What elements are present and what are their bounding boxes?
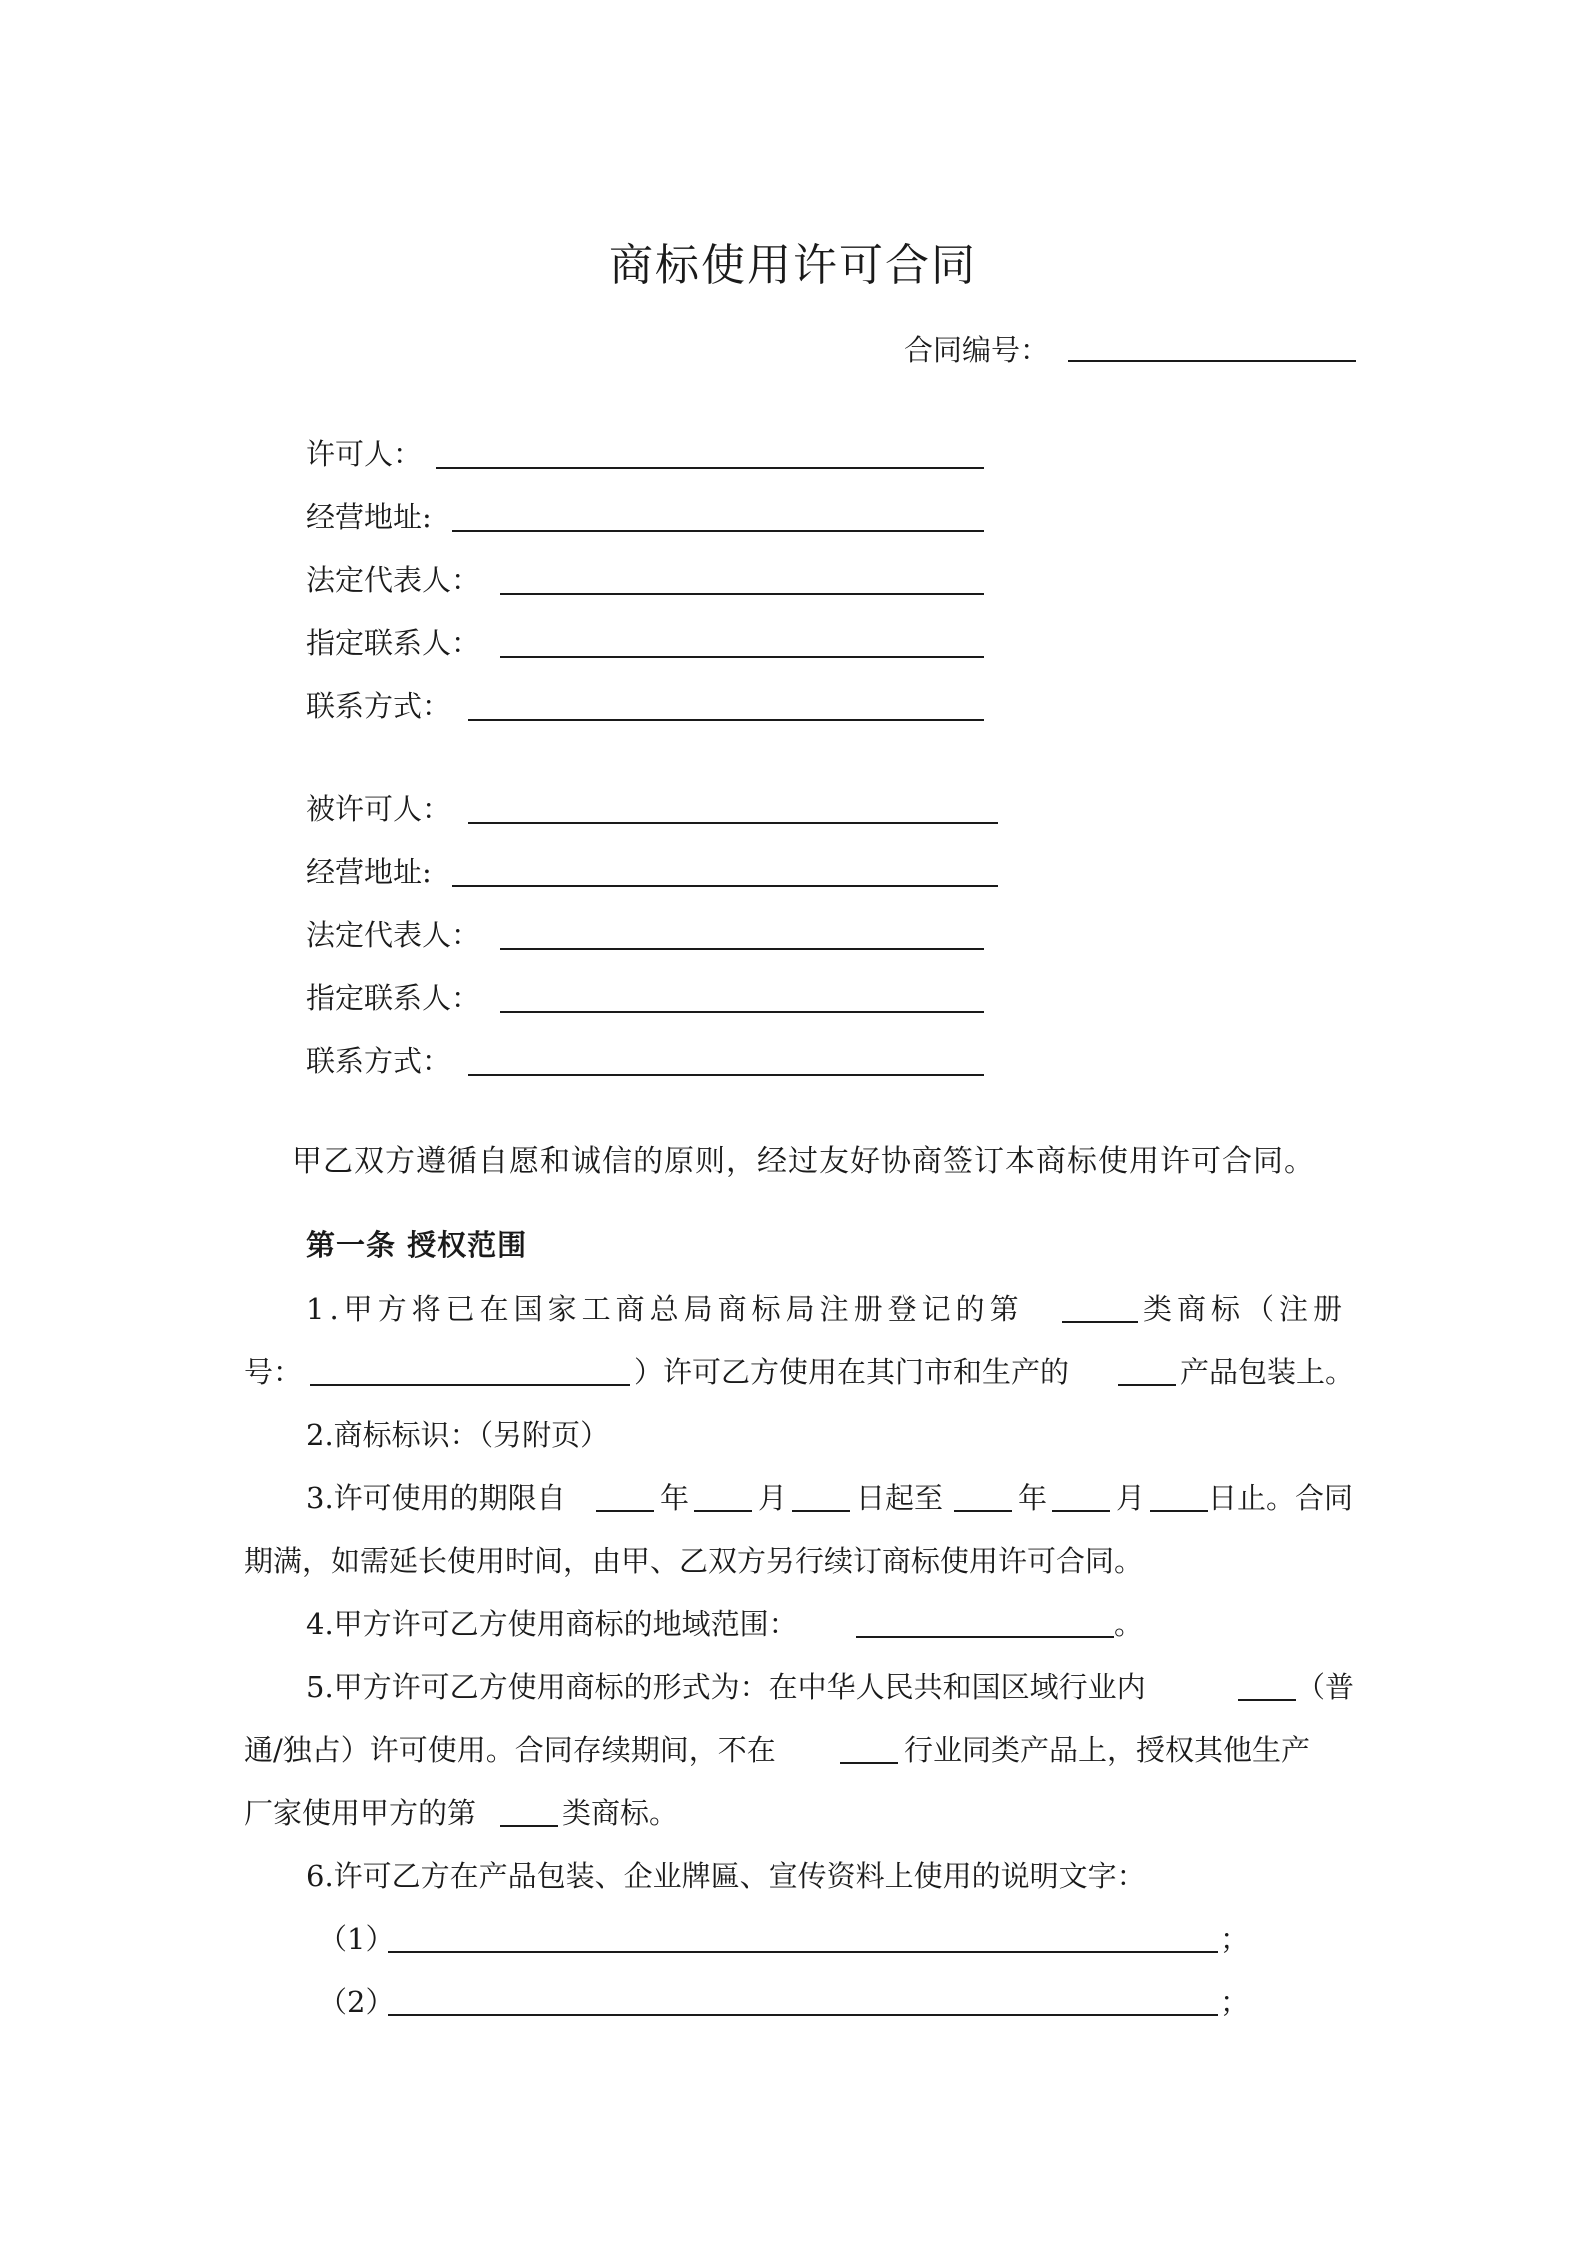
start-year-field[interactable] [596, 1510, 654, 1512]
licensor-contact-info-field[interactable] [468, 719, 984, 721]
licensor-address-label: 经营地址: [306, 500, 432, 534]
clause-3-text-b: 期满，如需延长使用时间，由甲、乙双方另行续订商标使用许可合同。 [244, 1544, 1144, 1578]
clause-5-text-d: 行业同类产品上，授权其他生产 [904, 1733, 1311, 1767]
clause-2-text: 2.商标标识：（另附页） [306, 1418, 610, 1452]
clause-1-text-c: 号： [244, 1355, 303, 1389]
end-day-field[interactable] [1150, 1510, 1208, 1512]
start-day-field[interactable] [792, 1510, 850, 1512]
licensor-contact-person-field[interactable] [500, 656, 984, 658]
page-title: 商标使用许可合同 [609, 240, 977, 291]
month-label: 月 [758, 1481, 788, 1515]
licensee-legal-rep-label: 法定代表人： [306, 918, 481, 952]
clause-4-period: 。 [1114, 1607, 1144, 1641]
item-1-semicolon: ； [1220, 1922, 1250, 1956]
licensor-legal-rep-field[interactable] [500, 593, 984, 595]
licensor-contact-info-label: 联系方式： [306, 689, 452, 723]
licensee-name-label: 被许可人： [306, 792, 452, 826]
licensee-contact-info-label: 联系方式： [306, 1044, 452, 1078]
clause-1-text-d: ）许可乙方使用在其门市和生产的 [634, 1355, 1070, 1389]
item-1-label: （1） [318, 1922, 395, 1956]
to-label: 日止。合同 [1208, 1481, 1354, 1515]
contract-number-label: 合同编号： [904, 333, 1050, 367]
licensor-address-field[interactable] [452, 530, 984, 532]
licensor-contact-person-label: 指定联系人： [306, 626, 481, 660]
month-label: 月 [1116, 1481, 1146, 1515]
end-year-field[interactable] [954, 1510, 1012, 1512]
item-2-semicolon: ； [1220, 1985, 1250, 2019]
licensor-name-label: 许可人： [306, 437, 423, 471]
clause-5-text-b: （普 [1296, 1670, 1355, 1704]
industry-field[interactable] [840, 1762, 898, 1764]
clause-5-text-c: 通/独占）许可使用。合同存续期间，不在 [244, 1733, 776, 1767]
clause-1-text-e: 产品包装上。 [1180, 1355, 1355, 1389]
article-1-heading: 第一条 授权范围 [306, 1228, 528, 1262]
clause-3-text-a: 3.许可使用的期限自 [306, 1481, 566, 1515]
licensee-contact-person-field[interactable] [500, 1011, 984, 1013]
year-label: 年 [660, 1481, 690, 1515]
year-label: 年 [1018, 1481, 1048, 1515]
licensee-legal-rep-field[interactable] [500, 948, 984, 950]
item-2-label: （2） [318, 1985, 395, 2019]
licensee-contact-info-field[interactable] [468, 1074, 984, 1076]
licensee-contact-person-label: 指定联系人： [306, 981, 481, 1015]
clause-1-text-a: 1.甲方将已在国家工商总局商标局注册登记的第 [306, 1292, 1024, 1326]
territory-field[interactable] [856, 1636, 1114, 1638]
from-label: 日起至 [856, 1481, 944, 1515]
description-line-1[interactable] [388, 1951, 1218, 1953]
clause-5-text-e: 厂家使用甲方的第 [244, 1796, 477, 1830]
clause-1-text-b: 类商标（注册 [1143, 1292, 1348, 1326]
contract-number-field[interactable] [1068, 360, 1356, 362]
trademark-class-field[interactable] [1062, 1321, 1138, 1323]
start-month-field[interactable] [694, 1510, 752, 1512]
licensee-name-field[interactable] [468, 822, 998, 824]
license-type-field[interactable] [1238, 1699, 1296, 1701]
clause-4-text: 4.甲方许可乙方使用商标的地域范围： [306, 1607, 798, 1641]
preamble-text: 甲乙双方遵循自愿和诚信的原则，经过友好协商签订本商标使用许可合同。 [292, 1144, 1315, 1179]
clause-6-text: 6.许可乙方在产品包装、企业牌匾、宣传资料上使用的说明文字： [306, 1859, 1146, 1893]
licensee-address-field[interactable] [452, 885, 998, 887]
end-month-field[interactable] [1052, 1510, 1110, 1512]
clause-5-text-f: 类商标。 [562, 1796, 679, 1830]
clause-5-text-a: 5.甲方许可乙方使用商标的形式为：在中华人民共和国区域行业内 [306, 1670, 1146, 1704]
description-line-2[interactable] [388, 2014, 1218, 2016]
licensee-address-label: 经营地址: [306, 855, 432, 889]
product-field[interactable] [1118, 1384, 1176, 1386]
licensor-legal-rep-label: 法定代表人： [306, 563, 481, 597]
registration-number-field[interactable] [310, 1384, 630, 1386]
exclusive-class-field[interactable] [500, 1825, 558, 1827]
licensor-name-field[interactable] [436, 467, 984, 469]
